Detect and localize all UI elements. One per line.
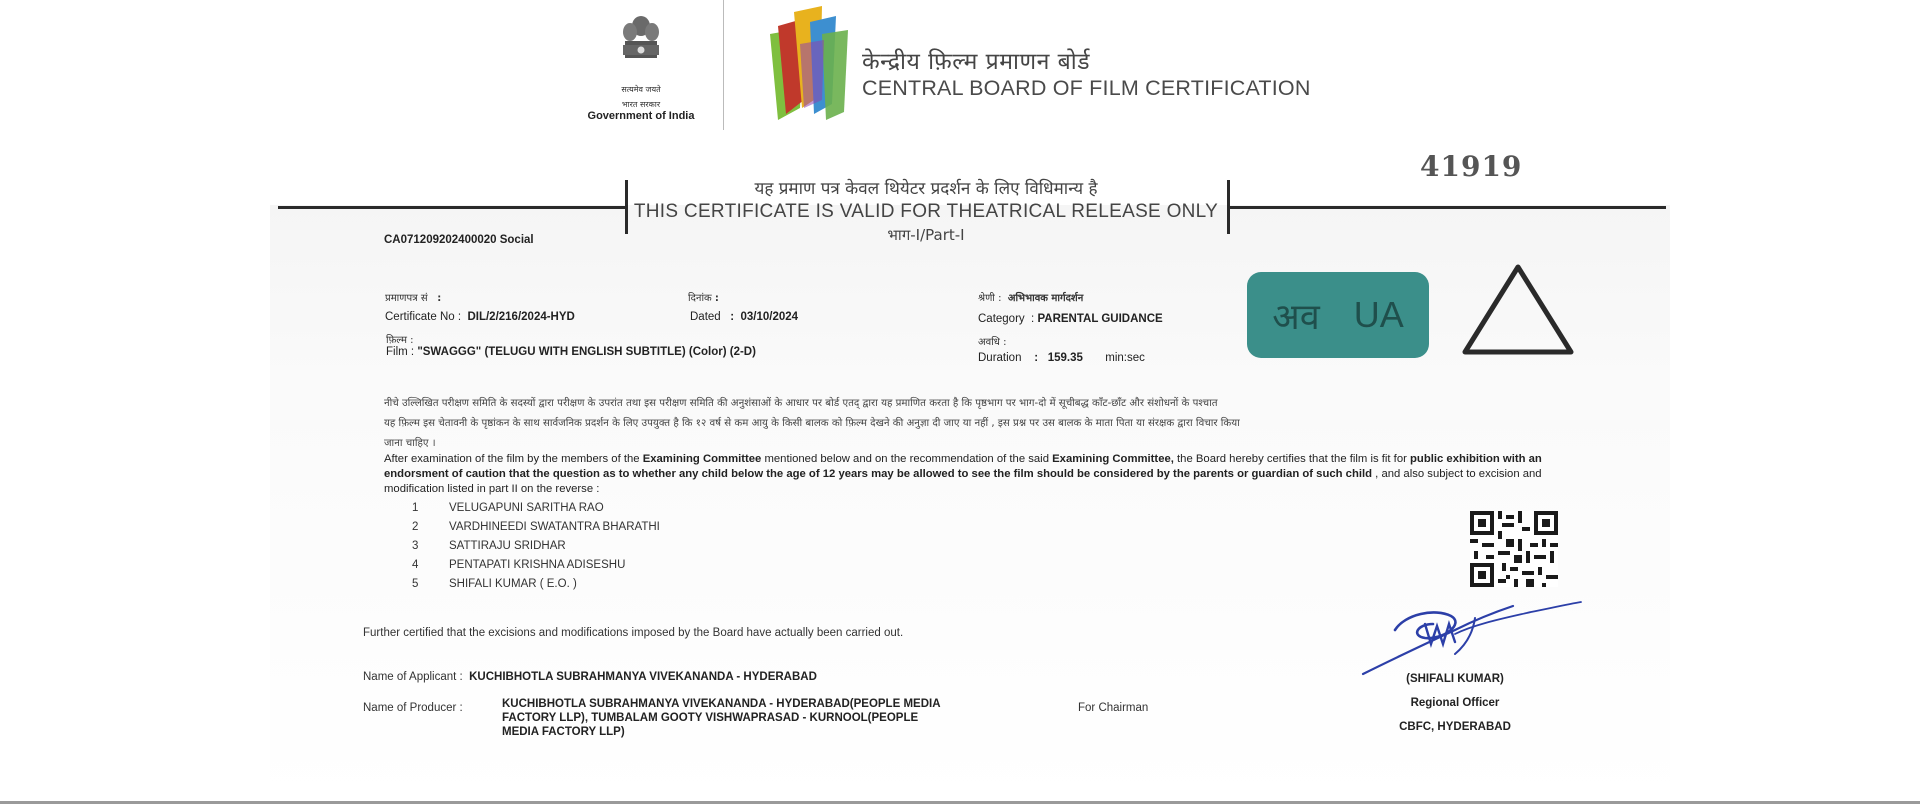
body-hindi-line-1: नीचे उल्लिखित परीक्षण समिति के सदस्यों द्वारा परीक्षण के उपरांत तथा इस परीक्षण समिति की अनुशंसाओं के आधार पर बोर्ड एतद् द्वारा यह प्रमाणित करता है कि पृष्ठभाग पर भाग-दो में सूचीबद्ध काँट-छाँट और संशोधनों के पश्चात xyxy=(384,398,1218,409)
duration-label-hindi-text: अवधि xyxy=(978,337,1000,348)
producer-line-3: MEDIA FACTORY LLP) xyxy=(502,726,625,738)
further-certified: Further certified that the excisions and modifications imposed by the Board have actually been carried out. xyxy=(363,627,904,639)
member-num: 3 xyxy=(412,540,419,552)
body-en-7: public exhibition with an endorsment of caution that the question as to whether any child below the age of 12 years may be allowed to see the film should be considered by the parents or guardian of such child xyxy=(384,453,1542,480)
rating-hindi: अव xyxy=(1272,296,1320,338)
right-rule xyxy=(1230,206,1666,209)
state-emblem-icon xyxy=(611,10,671,82)
cbfc-logo-icon xyxy=(764,4,854,122)
date-row: Dated : 03/10/2024 xyxy=(690,311,799,323)
rating-badge xyxy=(1247,272,1429,358)
signatory-designation: Regional Officer xyxy=(1410,697,1500,709)
body-en-8: , and also subject to excision and modification listed in part II on the reverse : xyxy=(384,468,1542,495)
for-chairman: For Chairman xyxy=(1078,702,1149,714)
applicant-label: Name of Applicant xyxy=(363,671,457,683)
cert-no-row: Certificate No : DIL/2/216/2024-HYD xyxy=(385,311,575,323)
category-value-hindi: अभिभावक मार्गदर्शन xyxy=(1007,293,1084,304)
category-value: PARENTAL GUIDANCE xyxy=(1037,313,1163,325)
duration-row: Duration : 159.35 min:sec xyxy=(978,352,1145,364)
body-en-5: the Board hereby certifies that xyxy=(1173,453,1328,465)
body-en-2: Examining Committee xyxy=(642,453,762,465)
producer-line-2: FACTORY LLP), TUMBALAM GOOTY VISHWAPRASAD - KURNOOL(PEOPLE xyxy=(502,712,919,724)
body-hindi-line-2: यह फ़िल्म इस चेतावनी के पृष्ठांकन के साथ सार्वजनिक प्रदर्शन के लिए उपयुक्त है कि १२ वर्ष से कम आयु के किसी बालक को फ़िल्म देखने की अनुज्ञा दी जाए या नहीं , इस प्रश्न पर उस बालक के माता पिता या संरक्षक द्वारा विचार किया xyxy=(384,418,1240,429)
body-en-3: mentioned below and on the recommendation of the said xyxy=(761,453,1053,465)
cert-no-label: Certificate No xyxy=(385,311,455,323)
category-row-hindi: श्रेणी : अभिभावक मार्गदर्शन xyxy=(978,293,1084,304)
right-tick xyxy=(1227,180,1230,234)
member-name: SATTIRAJU SRIDHAR xyxy=(449,540,566,552)
warning-triangle-icon xyxy=(1460,262,1576,358)
serial-number: 41919 xyxy=(1420,150,1523,183)
signatory-name: (SHIFALI KUMAR) xyxy=(1406,673,1504,685)
member-num: 4 xyxy=(412,559,419,571)
rating-english: UA xyxy=(1353,294,1404,335)
category-label: Category xyxy=(978,313,1025,325)
govt-english: Government of India xyxy=(587,110,695,122)
duration-unit: min:sec xyxy=(1105,352,1145,364)
cert-no-label-hindi-text: प्रमाणपत्र सं xyxy=(385,293,428,304)
signatory-office: CBFC, HYDERABAD xyxy=(1399,721,1511,733)
film-label: Film xyxy=(386,346,408,358)
member-name: VARDHINEEDI SWATANTRA BHARATHI xyxy=(449,521,660,533)
date-label-hindi-text: दिनांक xyxy=(688,293,712,304)
left-rule xyxy=(278,206,626,209)
date-value: 03/10/2024 xyxy=(740,311,799,323)
member-name: PENTAPATI KRISHNA ADISESHU xyxy=(449,559,626,571)
duration-label: Duration xyxy=(978,352,1022,364)
film-value: "SWAGGG" (TELUGU WITH ENGLISH SUBTITLE) (Color) (2-D) xyxy=(417,346,756,358)
film-label-hindi: फ़िल्म : xyxy=(386,335,414,346)
date-label: Dated xyxy=(690,311,721,323)
category-label-hindi: श्रेणी xyxy=(978,293,995,304)
producer-label-row: Name of Producer : xyxy=(363,702,463,714)
board-name-hindi: केन्द्रीय फ़िल्म प्रमाणन बोर्ड xyxy=(862,49,1091,75)
body-en-4: Examining Committee, xyxy=(1052,453,1174,465)
producer-label: Name of Producer xyxy=(363,702,457,714)
body-hindi-line-3: जाना चाहिए । xyxy=(384,438,436,449)
body-en-6: the film is fit for xyxy=(1330,453,1411,465)
member-name: SHIFALI KUMAR ( E.O. ) xyxy=(449,578,577,590)
header-divider xyxy=(723,0,724,130)
producer-line-1: KUCHIBHOTLA SUBRAHMANYA VIVEKANANDA - HYDERABAD(PEOPLE MEDIA xyxy=(502,698,941,710)
member-name: VELUGAPUNI SARITHA RAO xyxy=(449,502,604,514)
validity-hindi: यह प्रमाण पत्र केवल थियेटर प्रदर्शन के लिए विधिमान्य है xyxy=(754,179,1098,199)
cert-no-value: DIL/2/216/2024-HYD xyxy=(467,311,575,323)
validity-notice xyxy=(628,178,1224,246)
producer-value xyxy=(502,697,941,739)
member-num: 2 xyxy=(412,521,419,533)
film-row: Film : "SWAGGG" (TELUGU WITH ENGLISH SUBTITLE) (Color) (2-D) xyxy=(386,346,756,358)
duration-label-hindi: अवधि : xyxy=(978,337,1007,348)
date-label-hindi: दिनांक : xyxy=(688,293,719,304)
emblem-motto: सत्यमेव जयते xyxy=(621,85,661,94)
applicant-row: Name of Applicant : KUCHIBHOTLA SUBRAHMANYA VIVEKANANDA - HYDERABAD xyxy=(363,671,817,683)
duration-value: 159.35 xyxy=(1047,352,1083,364)
applicant-value: KUCHIBHOTLA SUBRAHMANYA VIVEKANANDA - HYDERABAD xyxy=(469,671,817,683)
signature-icon xyxy=(1355,594,1587,682)
member-num: 1 xyxy=(412,502,419,514)
reference-code: CA071209202400020 Social xyxy=(384,234,534,246)
body-hindi xyxy=(384,394,1544,454)
cert-no-label-hindi: प्रमाणपत्र सं : xyxy=(385,293,442,304)
validity-english: THIS CERTIFICATE IS VALID FOR THEATRICAL RELEASE ONLY xyxy=(633,201,1219,222)
govt-hindi: भारत सरकार xyxy=(621,100,661,109)
board-name-english: CENTRAL BOARD OF FILM CERTIFICATION xyxy=(862,76,1311,100)
body-english xyxy=(384,452,1544,497)
body-en-1: After examination of the film by the members of the xyxy=(384,453,643,465)
qr-code-icon xyxy=(1470,511,1558,587)
member-num: 5 xyxy=(412,578,419,590)
film-label-hindi-text: फ़िल्म xyxy=(386,335,407,346)
validity-part: भाग-I/Part-I xyxy=(887,226,965,244)
category-row: Category : PARENTAL GUIDANCE xyxy=(978,313,1163,325)
